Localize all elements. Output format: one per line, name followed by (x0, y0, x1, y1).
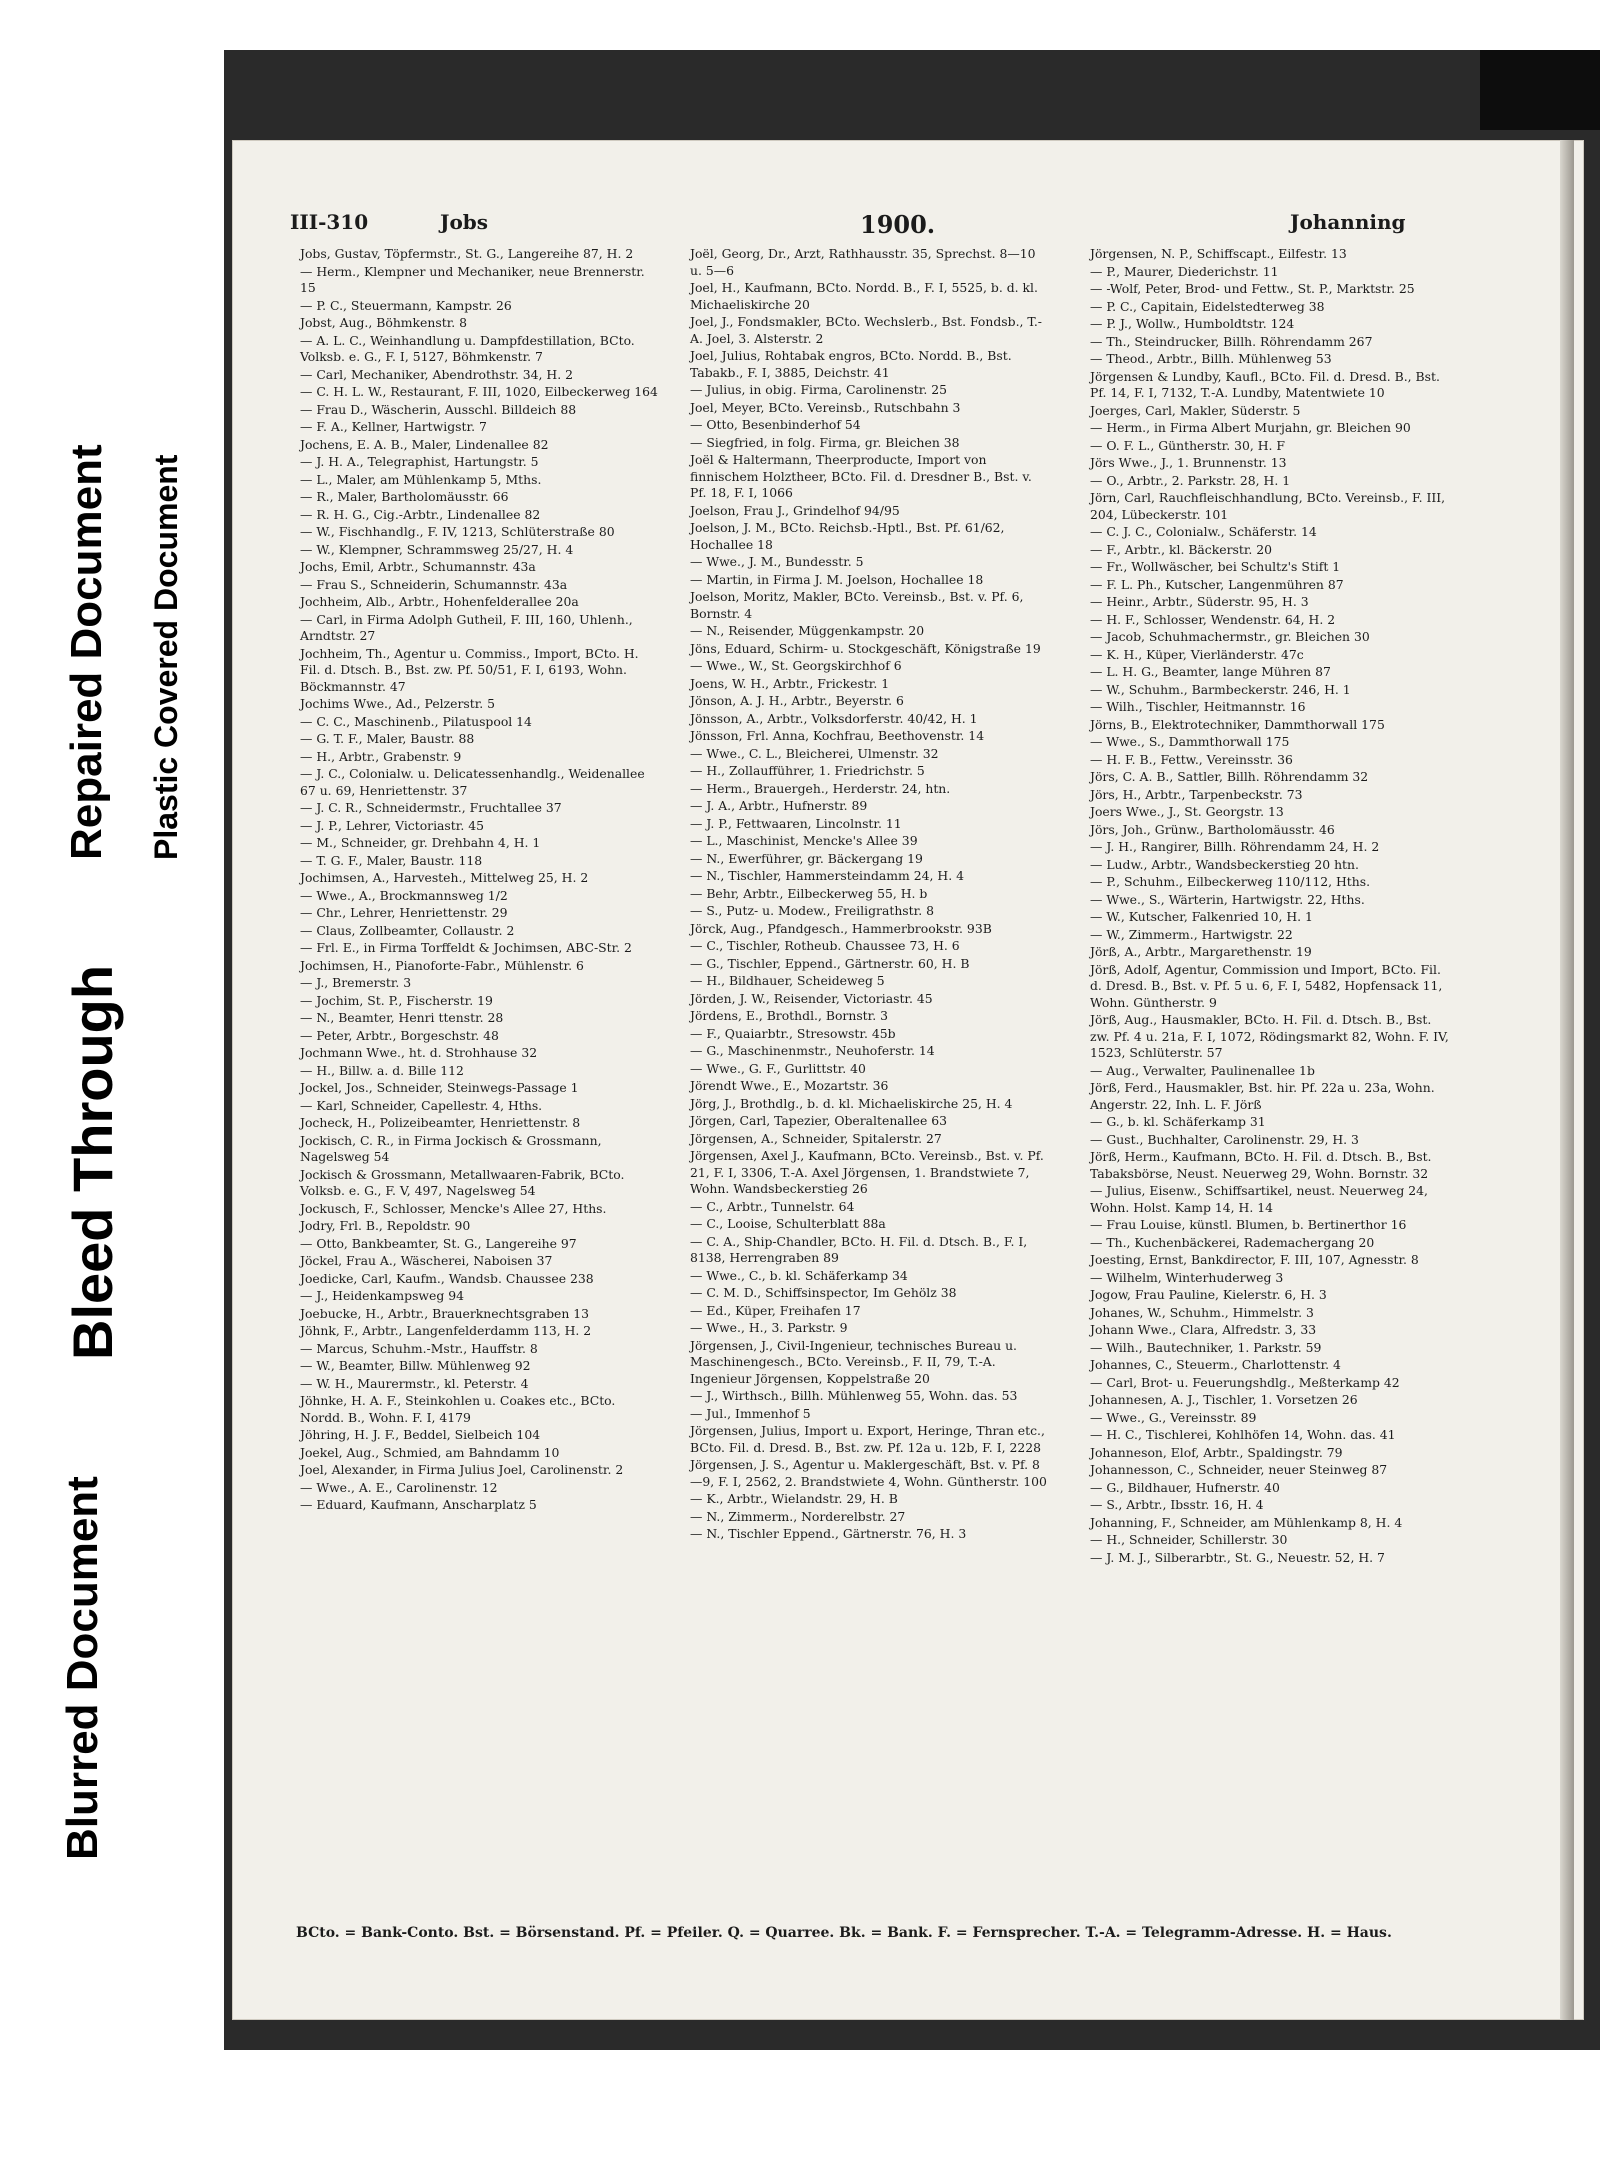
directory-entry: Jochheim, Th., Agentur u. Commiss., Import, BCto. H. Fil. d. Dtsch. B., Bst. zw. Pf. 50/51, F. I, 6193, Wohn. Böckmannstr. 47 (300, 645, 639, 694)
directory-entry: — H., Billw. a. d. Bille 112 (300, 1062, 464, 1078)
directory-entry: Johanning, F., Schneider, am Mühlenkamp 8, H. 4 (1090, 1514, 1403, 1530)
directory-entry: Jörß, A., Arbtr., Margarethenstr. 19 (1090, 944, 1312, 959)
directory-entry: Joers Wwe., J., St. Georgstr. 13 (1090, 804, 1284, 819)
directory-entry: — Marcus, Schuhm.-Mstr., Hauffstr. 8 (300, 1340, 538, 1356)
header-year: 1900. (860, 210, 936, 239)
directory-entry: — Siegfried, in folg. Firma, gr. Bleichen 38 (690, 434, 960, 450)
directory-entry: — N., Ewerführer, gr. Bäckergang 19 (690, 850, 923, 866)
directory-entry: Jörgensen, Axel J., Kaufmann, BCto. Vereinsb., Bst. v. Pf. 21, F. I, 3306, T.-A. Axel Jörgensen, 1. Brandstwiete 7, Wohn. Wandsbeckerstieg 26 (690, 1148, 1044, 1196)
directory-entry: — Julius, in obig. Firma, Carolinenstr. 25 (690, 382, 947, 397)
directory-entry: — Frau S., Schneiderin, Schumannstr. 43a (300, 576, 568, 592)
directory-entry: — G., b. kl. Schäferkamp 31 (1090, 1114, 1266, 1129)
directory-entry: Jöhnke, H. A. F., Steinkohlen u. Coakes etc., BCto. Nordd. B., Wohn. F. I, 4179 (300, 1393, 616, 1425)
directory-entry: — Eduard, Kaufmann, Anscharplatz 5 (300, 1497, 537, 1512)
directory-entry: — Claus, Zollbeamter, Collaustr. 2 (300, 922, 515, 938)
directory-entry: Joel, Julius, Rohtabak engros, BCto. Nordd. B., Bst. Tabakb., F. I, 3885, Deichstr. 41 (690, 348, 1012, 380)
directory-entry: — K., Arbtr., Wielandstr. 29, H. B (690, 1491, 898, 1506)
directory-entry: — H., Schneider, Schillerstr. 30 (1090, 1532, 1288, 1547)
header-left-keyword: Jobs (440, 210, 489, 234)
directory-entry: — L. H. G., Beamter, lange Mühren 87 (1090, 664, 1331, 679)
directory-entry: — Ludw., Arbtr., Wandsbeckerstieg 20 htn. (1090, 856, 1359, 872)
directory-entry: Joedicke, Carl, Kaufm., Wandsb. Chaussee 238 (300, 1270, 594, 1286)
directory-entry: Jörgensen, J., Civil-Ingenieur, technisches Bureau u. Maschinengesch., BCto. Vereinsb., F. II, 79, T.-A. Ingenieur Jörgensen, Koppelstraße 20 (690, 1337, 1018, 1386)
header-right-keyword: Johanning (1290, 210, 1406, 234)
directory-entry: Joelson, Moritz, Makler, BCto. Vereinsb., Bst. v. Pf. 6, Bornstr. 4 (690, 589, 1024, 621)
directory-entry: — Wwe., W., St. Georgskirchhof 6 (690, 658, 902, 673)
directory-entry: Jockusch, F., Schlosser, Mencke's Allee 27, Hths. (300, 1200, 607, 1216)
directory-entry: Jockisch, C. R., in Firma Jockisch & Grossmann, Nagelsweg 54 (300, 1132, 602, 1164)
directory-entry: Jörs, H., Arbtr., Tarpenbeckstr. 73 (1090, 786, 1303, 802)
directory-entry: — J. H., Rangirer, Billh. Röhrendamm 24, H. 2 (1090, 839, 1380, 854)
directory-entry: — H., Arbtr., Grabenstr. 9 (300, 748, 462, 764)
directory-entry: Jockisch & Grossmann, Metallwaaren-Fabrik, BCto. Volksb. e. G., F. V, 497, Nagelsweg 54 (300, 1166, 625, 1198)
directory-entry: — -Wolf, Peter, Brod- und Fettw., St. P., Marktstr. 25 (1090, 281, 1415, 296)
directory-entry: — Wwe., A., Brockmannsweg 1/2 (300, 887, 508, 903)
page-number: III-310 (290, 210, 369, 234)
directory-entry: — C., Arbtr., Tunnelstr. 64 (690, 1198, 855, 1214)
directory-entry: Jönsson, Frl. Anna, Kochfrau, Beethovenstr. 14 (690, 728, 985, 743)
directory-entry: Joel, H., Kaufmann, BCto. Nordd. B., F. I, 5525, b. d. kl. Michaeliskirche 20 (690, 280, 1038, 312)
directory-entry: — J., Bremerstr. 3 (300, 975, 412, 990)
directory-entry: — S., Arbtr., Ibsstr. 16, H. 4 (1090, 1497, 1264, 1512)
directory-entry: Jörgensen, A., Schneider, Spitalerstr. 27 (690, 1130, 942, 1146)
directory-entry: Jöhnk, F., Arbtr., Langenfelderdamm 113, H. 2 (300, 1323, 592, 1338)
directory-entry: Jörns, B., Elektrotechniker, Dammthorwall 175 (1090, 716, 1385, 732)
directory-entry: — Heinr., Arbtr., Süderstr. 95, H. 3 (1090, 594, 1309, 609)
directory-entry: Jörs, C. A. B., Sattler, Billh. Röhrendamm 32 (1090, 769, 1369, 784)
directory-entry: — Carl, Brot- u. Feuerungshdlg., Meßterkamp 42 (1090, 1374, 1400, 1390)
directory-entry: — Behr, Arbtr., Eilbeckerweg 55, H. b (690, 885, 928, 901)
directory-entry: — J. C. R., Schneidermstr., Fruchtallee 37 (300, 800, 562, 815)
directory-entry: Jörden, J. W., Reisender, Victoriastr. 45 (690, 990, 933, 1006)
abbreviation-legend: BCto. = Bank-Conto. Bst. = Börsenstand. Pf. = Pfeiler. Q. = Quarree. Bk. = Bank. F. = Fernsprecher. T.-A. = Telegramm-Adresse. H. = Haus. (296, 1925, 1392, 1941)
directory-entry: Jönsson, A., Arbtr., Volksdorferstr. 40/42, H. 1 (690, 710, 978, 726)
directory-entry: Joekel, Aug., Schmied, am Bahndamm 10 (300, 1444, 560, 1460)
directory-entry: Jörck, Aug., Pfandgesch., Hammerbrookstr. 93B (690, 920, 992, 936)
directory-entry: — N., Reisender, Müggenkampstr. 20 (690, 623, 925, 638)
directory-entry: Jockel, Jos., Schneider, Steinwegs-Passage 1 (300, 1080, 579, 1095)
directory-entry: — C., Tischler, Rotheub. Chaussee 73, H. 6 (690, 938, 960, 953)
scan-corner (1480, 50, 1600, 130)
directory-entry: — O., Arbtr., 2. Parkstr. 28, H. 1 (1090, 472, 1291, 488)
directory-entry: Jörgensen, Julius, Import u. Export, Heringe, Thran etc., BCto. Fil. d. Dresd. B., Bst. zw. Pf. 12a u. 12b, F. I, 2228 (690, 1423, 1045, 1455)
directory-entry: — L., Maschinist, Mencke's Allee 39 (690, 833, 918, 848)
directory-entry: Jochs, Emil, Arbtr., Schumannstr. 43a (300, 559, 536, 574)
directory-entry: — T. G. F., Maler, Baustr. 118 (300, 852, 483, 868)
directory-entry: Jörgen, Carl, Tapezier, Oberaltenallee 63 (690, 1113, 947, 1128)
directory-entry: Jönson, A. J. H., Arbtr., Beyerstr. 6 (690, 693, 904, 708)
directory-entry: Jochens, E. A. B., Maler, Lindenallee 82 (300, 436, 549, 452)
directory-entry: Jörgensen, N. P., Schiffscapt., Eilfestr. 13 (1090, 246, 1347, 261)
directory-entry: Jörn, Carl, Rauchfleischhandlung, BCto. Vereinsb., F. III, 204, Lübeckerstr. 101 (1090, 490, 1446, 522)
directory-entry: — G. T. F., Maler, Baustr. 88 (300, 731, 475, 746)
directory-entry: — Wwe., C. L., Bleicherei, Ulmenstr. 32 (690, 745, 939, 761)
directory-entry: — J. M. J., Silberarbtr., St. G., Neuestr. 52, H. 7 (1090, 1549, 1385, 1565)
directory-entry: Jochims Wwe., Ad., Pelzerstr. 5 (300, 696, 496, 711)
label-repaired-document: Repaired Document (62, 444, 111, 860)
directory-entry: — P., Schuhm., Eilbeckerweg 110/112, Hths. (1090, 874, 1371, 889)
directory-entry: — W., Klempner, Schrammsweg 25/27, H. 4 (300, 541, 574, 557)
directory-entry: — H., Zollaufführer, 1. Friedrichstr. 5 (690, 763, 925, 778)
directory-entry: — Jul., Immenhof 5 (690, 1405, 811, 1421)
directory-entry: — R., Maler, Bartholomäusstr. 66 (300, 489, 509, 504)
directory-entry: — R. H. G., Cig.-Arbtr., Lindenallee 82 (300, 506, 541, 522)
directory-entry: — Jochim, St. P., Fischerstr. 19 (300, 992, 493, 1008)
directory-entry: — Fr., Wollwäscher, bei Schultz's Stift 1 (1090, 559, 1341, 574)
directory-entry: — W. H., Maurermstr., kl. Peterstr. 4 (300, 1375, 529, 1391)
directory-entry: — Wwe., G. F., Gurlittstr. 40 (690, 1060, 866, 1076)
directory-entry: — Otto, Besenbinderhof 54 (690, 417, 861, 432)
directory-entry: — Karl, Schneider, Capellestr. 4, Hths. (300, 1097, 543, 1113)
directory-entry: — J. H. A., Telegraphist, Hartungstr. 5 (300, 454, 539, 469)
directory-entry: Jörß, Adolf, Agentur, Commission und Import, BCto. Fil. d. Dresd. B., Bst. v. Pf. 5 u. 6, F. I, 5482, Hopfensack 11, Wohn. Güntherstr. 9 (1090, 961, 1443, 1010)
directory-entry: — Otto, Bankbeamter, St. G., Langereihe 97 (300, 1235, 577, 1251)
directory-entry: Joël, Georg, Dr., Arzt, Rathhausstr. 35, Sprechst. 8—10 u. 5—6 (690, 246, 1036, 278)
directory-entry: — S., Putz- u. Modew., Freiligrathstr. 8 (690, 903, 934, 918)
directory-entry: Jöns, Eduard, Schirm- u. Stockgeschäft, Königstraße 19 (690, 640, 1041, 656)
directory-entry: Joelson, J. M., BCto. Reichsb.-Hptl., Bst. Pf. 61/62, Hochallee 18 (690, 520, 1005, 552)
directory-entry: — W., Fischhandlg., F. IV, 1213, Schlüterstraße 80 (300, 524, 615, 539)
directory-entry: — N., Beamter, Henri ttenstr. 28 (300, 1010, 504, 1025)
directory-entry: — Frau D., Wäscherin, Ausschl. Billdeich 88 (300, 401, 577, 417)
directory-entry: Jörß, Herm., Kaufmann, BCto. H. Fil. d. Dtsch. B., Bst. Tabaksbörse, Neust. Neuerweg 29, Wohn. Bornstr. 32 (1090, 1149, 1432, 1181)
directory-entry: — W., Kutscher, Falkenried 10, H. 1 (1090, 909, 1313, 924)
directory-entry: — N., Tischler, Hammersteindamm 24, H. 4 (690, 868, 964, 883)
directory-entry: Jördens, E., Brothdl., Bornstr. 3 (690, 1008, 888, 1023)
directory-entry: Jobs, Gustav, Töpfermstr., St. G., Langereihe 87, H. 2 (300, 246, 634, 261)
directory-entry: — Th., Steindrucker, Billh. Röhrendamm 267 (1090, 333, 1373, 349)
directory-entry: Johanes, W., Schuhm., Himmelstr. 3 (1090, 1304, 1314, 1320)
directory-entry: Jochmann Wwe., ht. d. Strohhause 32 (300, 1045, 538, 1060)
directory-entry: Jörß, Ferd., Hausmakler, Bst. hir. Pf. 22a u. 23a, Wohn. Angerstr. 22, Inh. L. F. Jörß (1090, 1080, 1435, 1112)
directory-entry: Jörß, Aug., Hausmakler, BCto. H. Fil. d. Dtsch. B., Bst. zw. Pf. 4 u. 21a, F. I, 1072, Rödingsmarkt 82, Wohn. F. IV, 1523, Schlüterstr. 57 (1090, 1012, 1449, 1060)
directory-entry: Jobst, Aug., Böhmkenstr. 8 (300, 315, 468, 330)
directory-entry: — W., Schuhm., Barmbeckerstr. 246, H. 1 (1090, 681, 1351, 697)
directory-entry: — Wwe., G., Vereinsstr. 89 (1090, 1409, 1257, 1425)
directory-entry: Jochimsen, A., Harvestеh., Mittelweg 25, H. 2 (300, 870, 589, 885)
directory-entry: — Martin, in Firma J. M. Joelson, Hochallee 18 (690, 571, 984, 587)
directory-entry: — J. C., Colonialw. u. Delicatessenhandlg., Weidenallee 67 u. 69, Henriettenstr. 37 (300, 766, 645, 798)
directory-entry: — Peter, Arbtr., Borgeschstr. 48 (300, 1027, 499, 1043)
directory-entry: Joel, Meyer, BCto. Vereinsb., Rutschbahn 3 (690, 399, 961, 415)
directory-entry: — W., Beamter, Billw. Mühlenweg 92 (300, 1358, 531, 1373)
directory-entry: — G., Maschinenmstr., Neuhoferstr. 14 (690, 1043, 935, 1058)
directory-entry: — Herm., Brauergeh., Herderstr. 24, htn. (690, 780, 951, 796)
label-bleed-through: Bleed Through (61, 964, 124, 1360)
directory-entry: — Jacob, Schuhmachermstr., gr. Bleichen 30 (1090, 629, 1370, 644)
directory-entry: — P., Maurer, Diederichstr. 11 (1090, 263, 1279, 279)
directory-entry: Jodry, Frl. B., Repoldstr. 90 (300, 1218, 471, 1233)
directory-entry: — J. P., Lehrer, Victoriastr. 45 (300, 817, 484, 833)
directory-entry: Johannes, C., Steuerm., Charlottenstr. 4 (1090, 1357, 1341, 1372)
directory-entry: Jöckel, Frau A., Wäscherei, Naboisen 37 (300, 1253, 553, 1268)
directory-entry: — P. C., Capitain, Eidelstedterweg 38 (1090, 298, 1325, 314)
directory-entry: — Wilhelm, Winterhuderweg 3 (1090, 1269, 1284, 1285)
directory-entry: Jogow, Frau Pauline, Kielerstr. 6, H. 3 (1090, 1287, 1327, 1302)
directory-entry: Joel, J., Fondsmakler, BCto. Wechslerb., Bst. Fondsb., T.-A. Joel, 3. Alsterstr. 2 (690, 314, 1042, 346)
directory-entry: — P. J., Wollw., Humboldtstr. 124 (1090, 316, 1295, 331)
directory-entry: Joesting, Ernst, Bankdirector, F. III, 107, Agnesstr. 8 (1090, 1252, 1419, 1267)
directory-entry: — Gust., Buchhalter, Carolinenstr. 29, H. 3 (1090, 1131, 1359, 1147)
directory-entry: — H. F., Schlosser, Wendenstr. 64, H. 2 (1090, 611, 1336, 627)
directory-entry: — Wwe., S., Dammthorwall 175 (1090, 734, 1290, 749)
directory-entry: — Frl. E., in Firma Torffeldt & Jochimsen, ABC-Str. 2 (300, 940, 632, 955)
directory-column-1 (300, 246, 660, 1515)
directory-entry: — Chr., Lehrer, Henriettenstr. 29 (300, 905, 508, 920)
directory-entry: Joel, Alexander, in Firma Julius Joel, Carolinenstr. 2 (300, 1462, 624, 1477)
directory-entry: — Ed., Küper, Freihafen 17 (690, 1302, 861, 1318)
directory-entry: — Wilh., Tischler, Heitmannstr. 16 (1090, 699, 1306, 714)
directory-entry: Jöhring, H. J. F., Beddel, Sielbeich 104 (300, 1427, 541, 1442)
directory-entry: — C. C., Maschinenb., Pilatuspool 14 (300, 713, 532, 729)
directory-entry: — Aug., Verwalter, Paulinenallee 1b (1090, 1062, 1315, 1078)
directory-entry: — C. A., Ship-Chandler, BCto. H. Fil. d. Dtsch. B., F. I, 8138, Herrengraben 89 (690, 1233, 1028, 1265)
directory-entry: — Wwe., A. E., Carolinenstr. 12 (300, 1479, 498, 1495)
page-header (290, 210, 1460, 250)
directory-entry: — F., Arbtr., kl. Bäckerstr. 20 (1090, 541, 1273, 557)
directory-entry: — O. F. L., Güntherstr. 30, H. F (1090, 437, 1285, 453)
directory-entry: Joelson, Frau J., Grindelhof 94/95 (690, 502, 900, 518)
directory-entry: Jochheim, Alb., Arbtr., Hohenfelderallee 20a (300, 594, 579, 609)
directory-entry: Johanneson, Elof, Arbtr., Spaldingstr. 79 (1090, 1444, 1343, 1460)
label-plastic-covered-document: Plastic Covered Document (148, 454, 184, 860)
directory-entry: — Theod., Arbtr., Billh. Mühlenweg 53 (1090, 351, 1332, 366)
directory-entry: Jörs Wwe., J., 1. Brunnenstr. 13 (1090, 455, 1287, 470)
directory-entry: — F., Quaiarbtr., Stresowstr. 45b (690, 1025, 896, 1041)
directory-entry: — G., Bildhauer, Hufnerstr. 40 (1090, 1479, 1280, 1495)
directory-entry: — C. J. C., Colonialw., Schäferstr. 14 (1090, 524, 1317, 539)
directory-entry: Jörgensen, J. S., Agentur u. Maklergeschäft, Bst. v. Pf. 8—9, F. I, 2562, 2. Brandstwiete 4, Wohn. Güntherstr. 100 (690, 1457, 1047, 1489)
directory-entry: — K. H., Küper, Vierländerstr. 47c (1090, 646, 1304, 662)
directory-column-2 (690, 246, 1050, 1544)
directory-entry: Jörendt Wwe., E., Mozartstr. 36 (690, 1078, 889, 1093)
directory-entry: — P. C., Steuermann, Kampstr. 26 (300, 297, 512, 313)
directory-entry: — Wwe., S., Wärterin, Hartwigstr. 22, Hths. (1090, 891, 1365, 907)
directory-entry: — J., Wirthsch., Billh. Mühlenweg 55, Wohn. das. 53 (690, 1388, 1018, 1403)
directory-column-3 (1090, 246, 1450, 1567)
directory-entry: — J., Heidenkampsweg 94 (300, 1288, 465, 1303)
directory-entry: — F. A., Kellner, Hartwigstr. 7 (300, 419, 487, 434)
directory-entry: — A. L. C., Weinhandlung u. Dampfdestillation, BCto. Volksb. e. G., F. I, 5127, Böhmkenstr. 7 (300, 332, 635, 364)
directory-entry: — C., Looise, Schulterblatt 88a (690, 1216, 886, 1231)
directory-entry: — Wwe., C., b. kl. Schäferkamp 34 (690, 1267, 908, 1283)
directory-entry: Johannesson, C., Schneider, neuer Steinweg 87 (1090, 1462, 1388, 1477)
directory-entry: — C. H. L. W., Restaurant, F. III, 1020, Eilbeckerweg 164 (300, 384, 658, 399)
directory-entry: — W., Zimmerm., Hartwigstr. 22 (1090, 926, 1293, 942)
directory-entry: — M., Schneider, gr. Drehbahn 4, H. 1 (300, 835, 541, 850)
directory-entry: — G., Tischler, Eppend., Gärtnerstr. 60, H. B (690, 955, 970, 971)
directory-entry: — Wilh., Bautechniker, 1. Parkstr. 59 (1090, 1339, 1322, 1355)
directory-entry: — Frau Louise, künstl. Blumen, b. Bertinerthor 16 (1090, 1217, 1407, 1232)
directory-entry: Jörg, J., Brothdlg., b. d. kl. Michaeliskirche 25, H. 4 (690, 1095, 1013, 1111)
directory-entry: — Wwe., J. M., Bundesstr. 5 (690, 554, 864, 569)
directory-entry: — H. C., Tischlerei, Kohlhöfen 14, Wohn. das. 41 (1090, 1427, 1396, 1442)
directory-entry: — J. A., Arbtr., Hufnerstr. 89 (690, 798, 868, 813)
directory-entry: Jocheck, H., Polizeibeamter, Henriettenstr. 8 (300, 1115, 581, 1130)
directory-entry: Johann Wwe., Clara, Alfredstr. 3, 33 (1090, 1322, 1317, 1337)
directory-entry: — J. P., Fettwaaren, Lincolnstr. 11 (690, 815, 902, 831)
directory-entry: Jörs, Joh., Grünw., Bartholomäusstr. 46 (1090, 821, 1335, 837)
directory-entry: Johannesen, A. J., Tischler, 1. Vorsetzen 26 (1090, 1392, 1358, 1407)
directory-entry: Joens, W. H., Arbtr., Frickestr. 1 (690, 675, 890, 691)
directory-entry: — N., Zimmerm., Norderelbstr. 27 (690, 1508, 906, 1524)
directory-entry: — H., Bildhauer, Scheideweg 5 (690, 973, 885, 988)
directory-entry: — Herm., Klempner und Mechaniker, neue Brennerstr. 15 (300, 263, 645, 295)
directory-entry: — Th., Kuchenbäckerei, Rademachergang 20 (1090, 1234, 1375, 1250)
directory-entry: Jörgensen & Lundby, Kaufl., BCto. Fil. d. Dresd. B., Bst. Pf. 14, F. I, 7132, T.-A. Lundby, Matentwiete 10 (1090, 368, 1440, 400)
directory-entry: — Carl, Mechaniker, Abendrothstr. 34, H. 2 (300, 366, 573, 382)
directory-entry: — Carl, in Firma Adolph Gutheil, F. III, 160, Uhlenh., Arndtstr. 27 (300, 611, 633, 643)
directory-entry: — Herm., in Firma Albert Murjahn, gr. Bleichen 90 (1090, 420, 1411, 435)
directory-entry: — F. L. Ph., Kutscher, Langenmühren 87 (1090, 576, 1344, 592)
directory-entry: — Wwe., H., 3. Parkstr. 9 (690, 1320, 848, 1335)
directory-entry: Joebucke, H., Arbtr., Brauerknechtsgraben 13 (300, 1305, 590, 1321)
directory-entry: — Julius, Eisenw., Schiffsartikel, neust. Neuerweg 24, Wohn. Holst. Kamp 14, H. 14 (1090, 1183, 1428, 1215)
directory-entry: Jochimsen, H., Pianoforte-Fabr., Mühlenstr. 6 (300, 957, 584, 973)
directory-entry: — H. F. B., Fettw., Vereinsstr. 36 (1090, 751, 1293, 767)
page-edge (1560, 140, 1574, 2020)
directory-entry: Joerges, Carl, Makler, Süderstr. 5 (1090, 402, 1301, 418)
directory-entry: — L., Maler, am Mühlenkamp 5, Mths. (300, 471, 542, 487)
label-blurred-document: Blurred Document (58, 1476, 107, 1860)
directory-entry: Joël & Haltermann, Theerproducte, Import von finnischem Holztheer, BCto. Fil. d. Dresdner B., Bst. v. Pf. 18, F. I, 1066 (690, 452, 1032, 500)
directory-entry: — C. M. D., Schiffsinspector, Im Gehölz 38 (690, 1285, 957, 1300)
directory-entry: — N., Tischler Eppend., Gärtnerstr. 76, H. 3 (690, 1526, 967, 1541)
